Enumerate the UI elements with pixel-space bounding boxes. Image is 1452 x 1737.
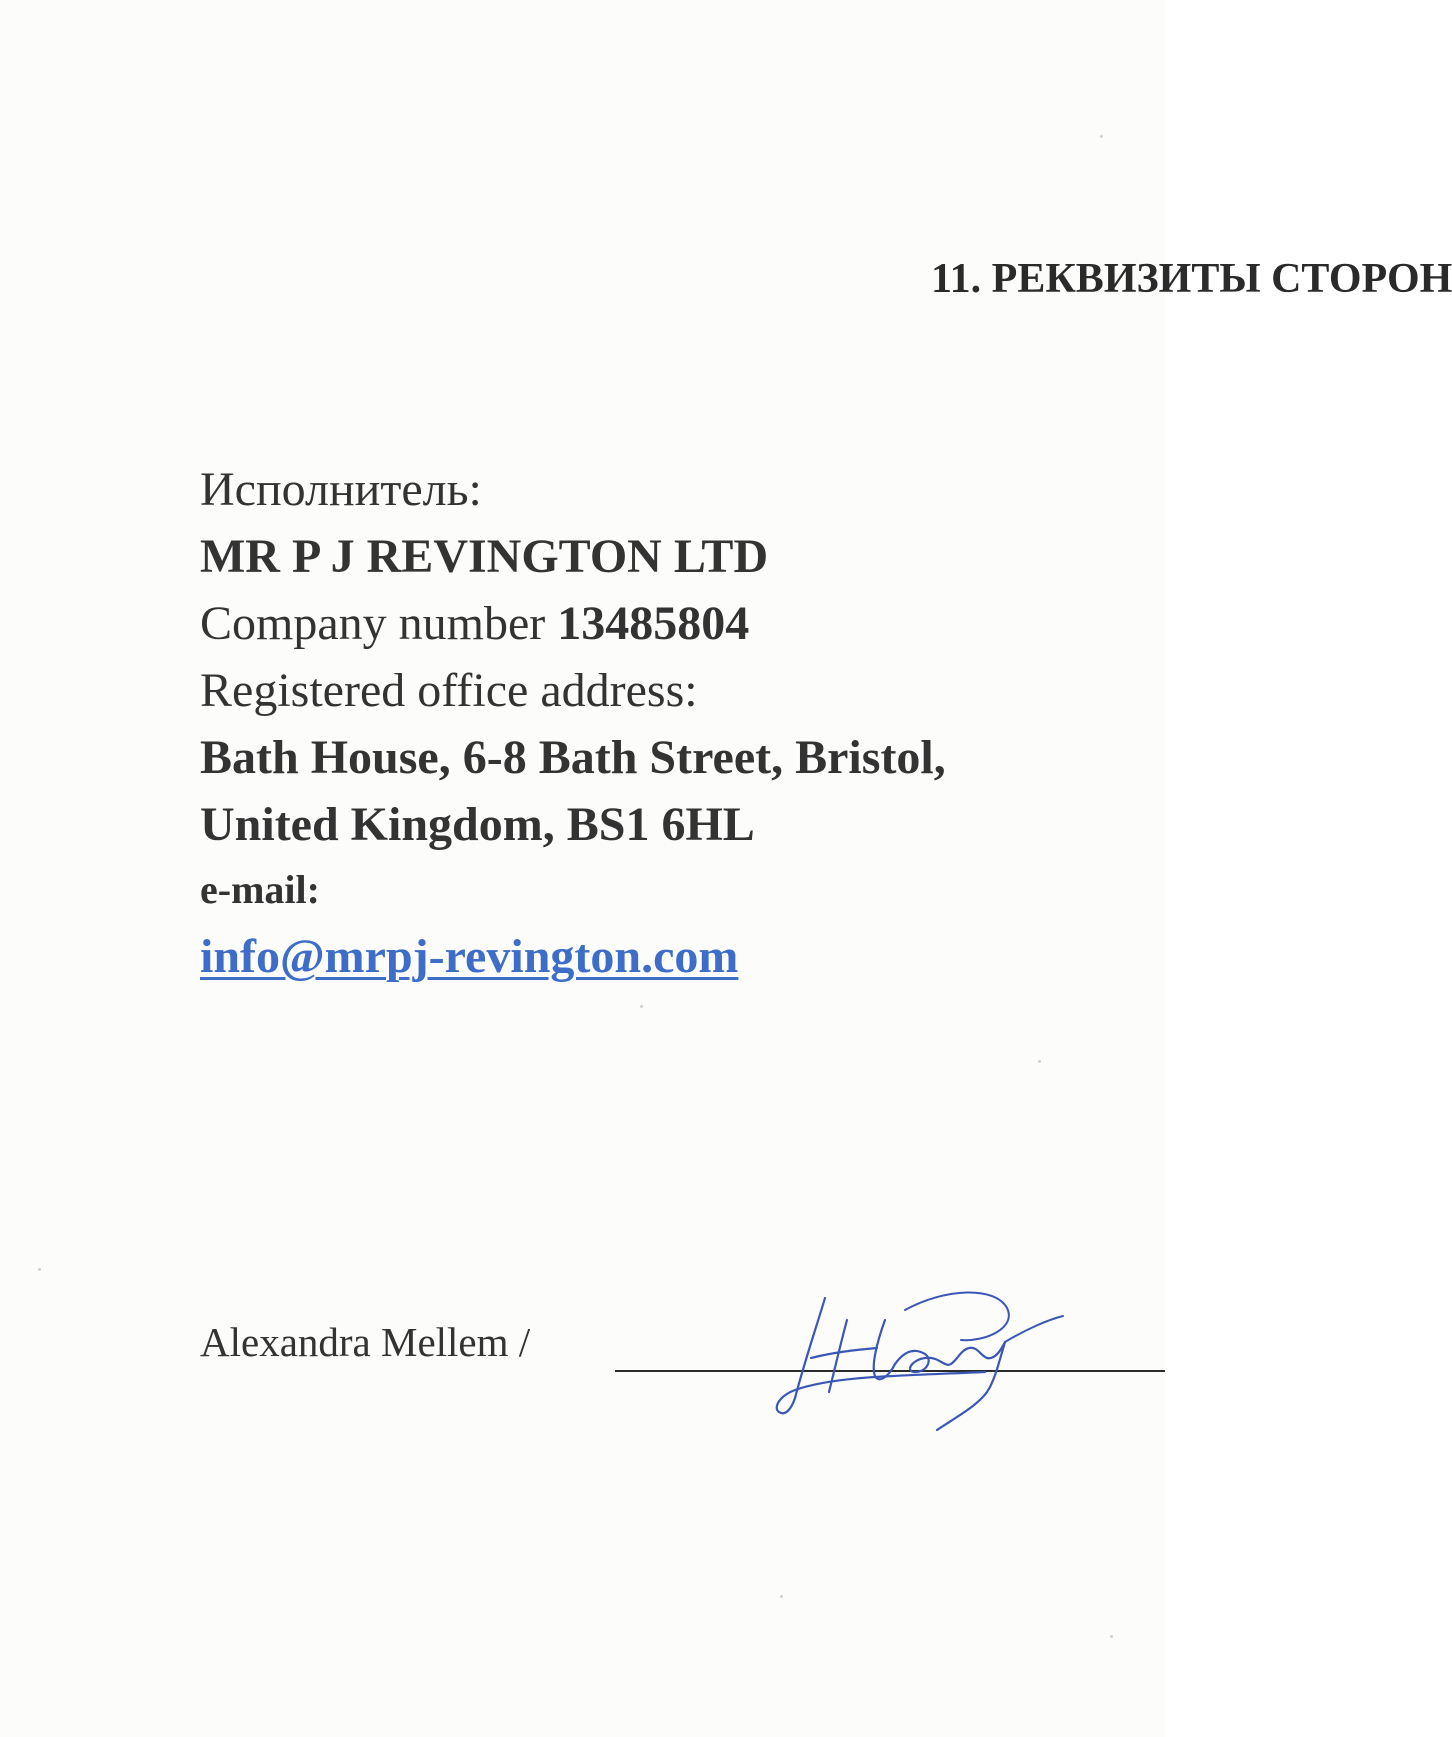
email-link[interactable]: info@mrpj-revington.com	[200, 930, 739, 983]
contractor-role-label: Исполнитель:	[200, 463, 482, 516]
company-number-label: Company number	[200, 597, 546, 650]
scan-speck	[1110, 1635, 1113, 1638]
address-line-2: United Kingdom, BS1 6HL	[200, 798, 755, 851]
company-number-line	[200, 590, 1120, 657]
section-heading: 11. РЕКВИЗИТЫ СТОРОН	[931, 256, 1452, 302]
address-label: Registered office address:	[200, 664, 698, 717]
signer-name: Alexandra Mellem /	[200, 1319, 531, 1365]
scan-speck	[38, 1268, 41, 1271]
scan-speck	[640, 1005, 643, 1008]
scan-speck	[1038, 1060, 1041, 1063]
contractor-details	[200, 456, 1120, 992]
address-line-1: Bath House, 6-8 Bath Street, Bristol,	[200, 731, 946, 784]
email-label: e-mail:	[200, 867, 320, 912]
company-name: MR P J REVINGTON LTD	[200, 530, 769, 583]
company-number: 13485804	[557, 597, 750, 650]
scan-speck	[780, 1595, 783, 1598]
scan-speck	[1100, 135, 1103, 138]
handwritten-signature	[755, 1280, 1075, 1430]
